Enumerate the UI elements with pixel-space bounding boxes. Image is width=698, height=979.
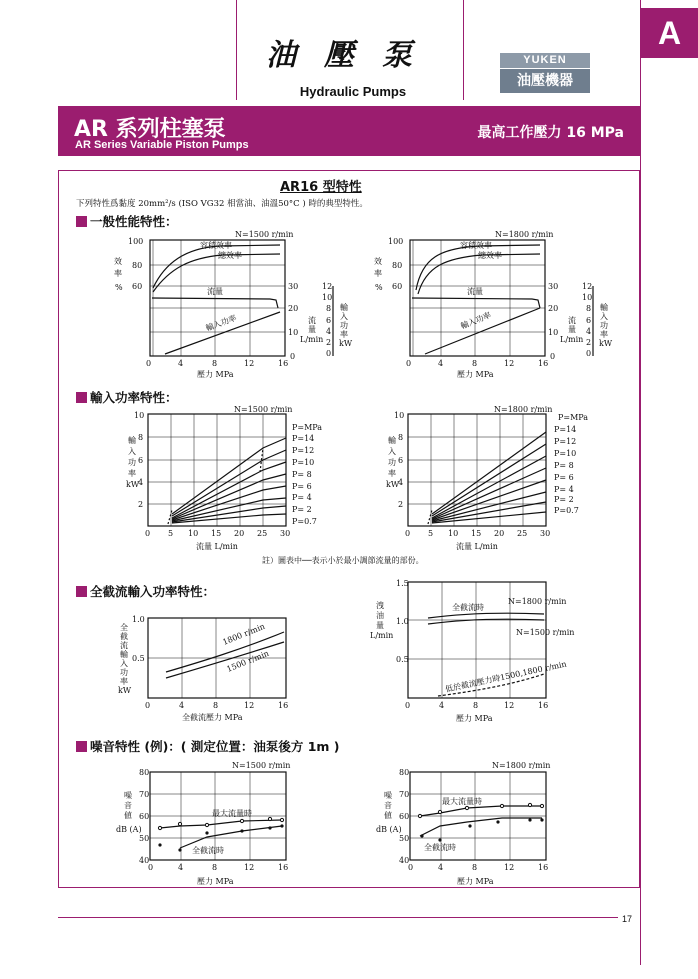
y-tick: 1.0 bbox=[396, 617, 409, 626]
leak-1800-curve bbox=[428, 613, 544, 618]
x-tick: 0 bbox=[405, 529, 411, 538]
y-label: % bbox=[375, 283, 383, 292]
intro-text: 下列特性爲黏度 20mm²/s (ISO VG32 相當油、油溫50°C ) 時的典型特性。 bbox=[76, 199, 368, 209]
y3-tick: 12 bbox=[582, 282, 593, 291]
pressure-label: P=0.7 bbox=[292, 517, 317, 526]
x-tick: 20 bbox=[494, 529, 505, 538]
y-tick: 80 bbox=[399, 768, 410, 777]
pressure-label: P=MPa bbox=[292, 423, 323, 432]
y-label: 噪 bbox=[124, 791, 132, 800]
footer-line bbox=[58, 917, 618, 918]
curve-label: 輸入功率 bbox=[459, 310, 493, 331]
pressure-label: P= 6 bbox=[554, 473, 574, 482]
y-label: 流 bbox=[120, 641, 128, 650]
y-label: 率 bbox=[128, 469, 136, 478]
bullet-square bbox=[76, 741, 87, 752]
pressure-label: P= 8 bbox=[554, 461, 574, 470]
x-tick: 10 bbox=[448, 529, 459, 538]
y2-label: L/min bbox=[300, 335, 324, 344]
x-tick: 0 bbox=[145, 529, 151, 538]
y-tick: 10 bbox=[134, 411, 145, 420]
x-tick: 16 bbox=[538, 359, 549, 368]
y-tick: 4 bbox=[398, 478, 404, 487]
curve-label: 輸入功率 bbox=[204, 313, 238, 333]
y-tick: 60 bbox=[132, 282, 143, 291]
y-label: 輸 bbox=[120, 650, 128, 659]
y2-tick: 30 bbox=[288, 282, 299, 291]
x-label: 壓力 MPa bbox=[197, 370, 234, 378]
y3-label: 率 bbox=[600, 330, 608, 339]
section-full-cutoff bbox=[76, 582, 215, 600]
margin-line bbox=[640, 0, 641, 965]
x-tick: 4 bbox=[179, 701, 185, 710]
y-tick: 70 bbox=[139, 790, 150, 799]
y-label: 率 bbox=[374, 269, 382, 278]
x-tick: 30 bbox=[540, 529, 551, 538]
curve-label: 全截流時 bbox=[452, 603, 484, 612]
x-tick: 0 bbox=[405, 701, 411, 710]
y3-label: kW bbox=[599, 339, 613, 348]
y-label: 功 bbox=[388, 458, 396, 467]
series-title: AR 系列柱塞泵 bbox=[74, 117, 226, 142]
y-label: 全 bbox=[120, 623, 128, 632]
flow-curve bbox=[412, 298, 540, 308]
y-tick: 10 bbox=[394, 411, 405, 420]
y-label: 量 bbox=[376, 621, 384, 630]
y-label: 入 bbox=[120, 659, 128, 668]
y-tick: 2 bbox=[138, 500, 144, 509]
input-power-chart-1500 bbox=[110, 402, 340, 552]
curve-label: 低於截流壓力時1500,1800 r/min bbox=[444, 659, 568, 694]
x-tick: 4 bbox=[178, 359, 184, 368]
y3-tick: 10 bbox=[582, 293, 593, 302]
x-label: 壓力 MPa bbox=[456, 714, 493, 723]
y-label: 截 bbox=[120, 632, 128, 641]
y-label: kW bbox=[386, 480, 400, 489]
y-tick: 1.0 bbox=[132, 615, 145, 624]
y-label: 洩 bbox=[376, 601, 384, 610]
x-tick: 0 bbox=[146, 359, 152, 368]
y-tick: 40 bbox=[139, 856, 150, 865]
x-tick: 5 bbox=[428, 529, 434, 538]
series-banner bbox=[58, 106, 640, 156]
y3-tick: 0 bbox=[586, 349, 592, 358]
section-tab[interactable]: A bbox=[641, 8, 698, 58]
curve-label: 全截流時 bbox=[424, 843, 456, 852]
input-power-chart-1800 bbox=[370, 402, 610, 552]
y-tick: 1.5 bbox=[396, 579, 409, 588]
x-label: 壓力 MPa bbox=[197, 877, 234, 886]
y3-tick: 8 bbox=[326, 304, 332, 313]
curve-label: 容積效率 bbox=[200, 241, 232, 250]
x-tick: 16 bbox=[538, 863, 549, 872]
pressure-label: P=14 bbox=[292, 434, 315, 443]
y-tick: 0.5 bbox=[132, 654, 145, 663]
y-tick: 2 bbox=[398, 500, 404, 509]
x-tick: 0 bbox=[406, 359, 412, 368]
y2-tick: 0 bbox=[290, 352, 296, 361]
y3-tick: 6 bbox=[586, 316, 592, 325]
power-curves bbox=[432, 432, 546, 523]
logo-brand: YUKEN bbox=[500, 53, 590, 68]
bullet-square bbox=[76, 586, 87, 597]
speed-label: N=1500 r/min bbox=[234, 405, 293, 414]
y-label: dB (A) bbox=[376, 825, 402, 834]
y-label: kW bbox=[118, 686, 132, 695]
page-title: 油壓泵 bbox=[266, 38, 440, 73]
x-tick: 10 bbox=[188, 529, 199, 538]
x-label: 全截流壓力 MPa bbox=[182, 713, 243, 722]
y-tick: 8 bbox=[398, 433, 404, 442]
logo-text: 油壓機器 bbox=[500, 69, 590, 93]
series-title-en: AR Series Variable Piston Pumps bbox=[75, 139, 249, 151]
pressure-label: P= 2 bbox=[292, 505, 312, 514]
x-label: 流量 L/min bbox=[456, 542, 498, 551]
full-cutoff-curve bbox=[420, 818, 542, 836]
x-tick: 5 bbox=[168, 529, 174, 538]
y-tick: 8 bbox=[138, 433, 144, 442]
section-full-cutoff-label: 全截流輸入功率特性： bbox=[90, 584, 216, 599]
x-tick: 0 bbox=[408, 863, 414, 872]
speed-label: N=1800 r/min bbox=[492, 761, 551, 770]
speed-label: N=1800 r/min bbox=[495, 230, 554, 239]
header-divider-left bbox=[236, 0, 237, 100]
x-tick: 12 bbox=[504, 359, 515, 368]
y3-label: 率 bbox=[340, 330, 348, 339]
y2-tick: 30 bbox=[548, 282, 559, 291]
x-tick: 12 bbox=[244, 359, 255, 368]
x-tick: 8 bbox=[472, 359, 478, 368]
y3-tick: 12 bbox=[322, 282, 333, 291]
y2-label: 量 bbox=[308, 325, 316, 334]
y-tick: 100 bbox=[128, 237, 144, 246]
x-tick: 8 bbox=[213, 701, 219, 710]
y-tick: 60 bbox=[392, 282, 403, 291]
y3-label: 入 bbox=[600, 312, 608, 321]
y-tick: 4 bbox=[138, 478, 144, 487]
pressure-label: P=0.7 bbox=[554, 506, 579, 515]
y2-tick: 10 bbox=[548, 328, 559, 337]
pressure-label: P=10 bbox=[554, 449, 577, 458]
y2-tick: 0 bbox=[550, 352, 556, 361]
curve-label: 容積效率 bbox=[460, 241, 492, 250]
pressure-label: P=10 bbox=[292, 458, 315, 467]
y-label: 效 bbox=[114, 257, 122, 266]
y-label: 音 bbox=[124, 801, 132, 810]
full-cutoff-chart bbox=[110, 608, 310, 726]
pressure-label: P=12 bbox=[292, 446, 315, 455]
y-label: 値 bbox=[384, 811, 392, 820]
x-tick: 15 bbox=[211, 529, 222, 538]
y2-tick: 10 bbox=[288, 328, 299, 337]
y-label: 率 bbox=[114, 269, 122, 278]
pressure-label: P= 4 bbox=[292, 493, 312, 502]
curve-label: 全截流時 bbox=[192, 846, 224, 855]
volumetric-efficiency-curve bbox=[153, 245, 280, 288]
y-label: 音 bbox=[384, 801, 392, 810]
speed-label: N=1500 r/min bbox=[235, 230, 294, 239]
x-tick: 25 bbox=[257, 529, 268, 538]
pressure-label: P= 4 bbox=[554, 485, 574, 494]
curve-label: 最大流量時 bbox=[442, 797, 482, 806]
x-tick: 12 bbox=[244, 863, 255, 872]
y3-tick: 2 bbox=[326, 338, 332, 347]
section-noise bbox=[76, 737, 339, 755]
bullet-square bbox=[76, 216, 87, 227]
y-tick: 60 bbox=[399, 812, 410, 821]
curve-label: 最大流量時 bbox=[212, 809, 252, 818]
x-tick: 12 bbox=[244, 701, 255, 710]
y-label: % bbox=[115, 283, 123, 292]
pressure-label: P=12 bbox=[554, 437, 577, 446]
y3-label: kW bbox=[339, 339, 353, 348]
curve-label: N=1800 r/min bbox=[508, 597, 567, 606]
data-points bbox=[418, 803, 543, 841]
full-cutoff-curve bbox=[180, 826, 282, 848]
y-tick: 6 bbox=[398, 456, 404, 465]
y-tick: 80 bbox=[392, 261, 403, 270]
y-tick: 6 bbox=[138, 456, 144, 465]
x-tick: 12 bbox=[504, 863, 515, 872]
curve-label: 總效率 bbox=[478, 251, 502, 260]
x-tick: 15 bbox=[471, 529, 482, 538]
y3-tick: 4 bbox=[586, 327, 592, 336]
curve-label: 流量 bbox=[207, 287, 223, 296]
y-tick: 50 bbox=[399, 834, 410, 843]
speed-label: N=1800 r/min bbox=[494, 405, 553, 414]
below-min-flow bbox=[428, 510, 432, 524]
y-tick: 80 bbox=[132, 261, 143, 270]
cutoff-1500-curve bbox=[166, 642, 284, 678]
x-tick: 0 bbox=[145, 701, 151, 710]
noise-chart-1500 bbox=[110, 760, 310, 890]
y-tick: 0.5 bbox=[396, 655, 409, 664]
y2-tick: 20 bbox=[288, 304, 299, 313]
y3-label: 輸 bbox=[600, 303, 608, 312]
page-number: 17 bbox=[622, 914, 633, 924]
x-tick: 4 bbox=[438, 863, 444, 872]
y-tick: 60 bbox=[139, 812, 150, 821]
y-label: 功 bbox=[120, 668, 128, 677]
y-label: 噪 bbox=[384, 791, 392, 800]
x-label: 壓力 MPa bbox=[457, 370, 494, 378]
y-label: dB (A) bbox=[116, 825, 142, 834]
yuken-logo bbox=[500, 53, 590, 93]
section-input-power-label: 輸入功率特性： bbox=[90, 390, 178, 405]
x-tick: 8 bbox=[212, 863, 218, 872]
x-tick: 4 bbox=[439, 701, 445, 710]
pressure-label: P= 6 bbox=[292, 482, 312, 491]
chart-note: 註）圖表中──表示小於最小調節流量的部份。 bbox=[262, 556, 424, 565]
y3-tick: 2 bbox=[586, 338, 592, 347]
y3-label: 功 bbox=[340, 321, 348, 330]
curve-label: N=1500 r/min bbox=[516, 628, 575, 637]
y2-label: 流 bbox=[308, 316, 316, 325]
x-label: 流量 L/min bbox=[196, 542, 238, 551]
x-label: 壓力 MPa bbox=[457, 877, 494, 886]
curve-label: 總效率 bbox=[218, 251, 242, 260]
y3-tick: 6 bbox=[326, 316, 332, 325]
x-tick: 16 bbox=[278, 701, 289, 710]
y2-label: 流 bbox=[568, 316, 576, 325]
y-label: 率 bbox=[120, 677, 128, 686]
y-label: 輸 bbox=[388, 436, 396, 445]
y-label: kW bbox=[126, 480, 140, 489]
max-pressure: 最高工作壓力 16 MPa bbox=[477, 125, 624, 141]
x-tick: 25 bbox=[517, 529, 528, 538]
y3-tick: 8 bbox=[586, 304, 592, 313]
leakage-chart bbox=[368, 574, 588, 726]
x-tick: 16 bbox=[538, 701, 549, 710]
curve-label: 1500 r/min bbox=[225, 648, 271, 674]
y3-tick: 10 bbox=[322, 293, 333, 302]
y2-tick: 20 bbox=[548, 304, 559, 313]
y-label: 率 bbox=[388, 469, 396, 478]
y-tick: 40 bbox=[399, 856, 410, 865]
y3-label: 入 bbox=[340, 312, 348, 321]
section-general-label: 一般性能特性： bbox=[90, 214, 178, 229]
x-tick: 20 bbox=[234, 529, 245, 538]
y-tick: 70 bbox=[399, 790, 410, 799]
y3-label: 功 bbox=[600, 321, 608, 330]
y2-label: 量 bbox=[568, 325, 576, 334]
curve-label: 1800 r/min bbox=[221, 621, 267, 647]
y-tick: 50 bbox=[139, 834, 150, 843]
pressure-label: P= 8 bbox=[292, 470, 312, 479]
y-label: 輸 bbox=[128, 436, 136, 445]
x-tick: 16 bbox=[278, 863, 289, 872]
pressure-label: P= 2 bbox=[554, 495, 574, 504]
curve-label: 流量 bbox=[467, 287, 483, 296]
power-curves bbox=[172, 438, 286, 523]
y2-label: L/min bbox=[560, 335, 584, 344]
y-label: L/min bbox=[370, 631, 394, 640]
x-tick: 8 bbox=[212, 359, 218, 368]
bullet-square bbox=[76, 392, 87, 403]
pressure-label: P=14 bbox=[554, 425, 577, 434]
y3-tick: 0 bbox=[326, 349, 332, 358]
x-tick: 16 bbox=[278, 359, 289, 368]
y3-tick: 4 bbox=[326, 327, 332, 336]
y-label: 功 bbox=[128, 458, 136, 467]
y-label: 效 bbox=[374, 257, 382, 266]
y-label: 入 bbox=[388, 447, 396, 456]
section-noise-label: 噪音特性 (例)：( 測定位置：油泵後方 1m ) bbox=[90, 739, 340, 754]
y-label: 油 bbox=[376, 611, 384, 620]
x-tick: 4 bbox=[438, 359, 444, 368]
pressure-label: P=MPa bbox=[558, 413, 589, 422]
noise-chart-1800 bbox=[370, 760, 570, 890]
general-chart-1800 bbox=[370, 228, 615, 378]
x-tick: 4 bbox=[178, 863, 184, 872]
x-tick: 30 bbox=[280, 529, 291, 538]
y-tick: 80 bbox=[139, 768, 150, 777]
general-chart-1500 bbox=[110, 228, 355, 378]
y-tick: 100 bbox=[388, 237, 404, 246]
x-tick: 8 bbox=[472, 863, 478, 872]
page-subtitle: Hydraulic Pumps bbox=[299, 84, 407, 99]
y-label: 値 bbox=[124, 811, 132, 820]
model-title: AR16 型特性 bbox=[280, 180, 362, 195]
y3-label: 輸 bbox=[340, 303, 348, 312]
speed-label: N=1500 r/min bbox=[232, 761, 291, 770]
x-tick: 12 bbox=[504, 701, 515, 710]
y-label: 入 bbox=[128, 447, 136, 456]
x-tick: 0 bbox=[148, 863, 154, 872]
x-tick: 8 bbox=[473, 701, 479, 710]
